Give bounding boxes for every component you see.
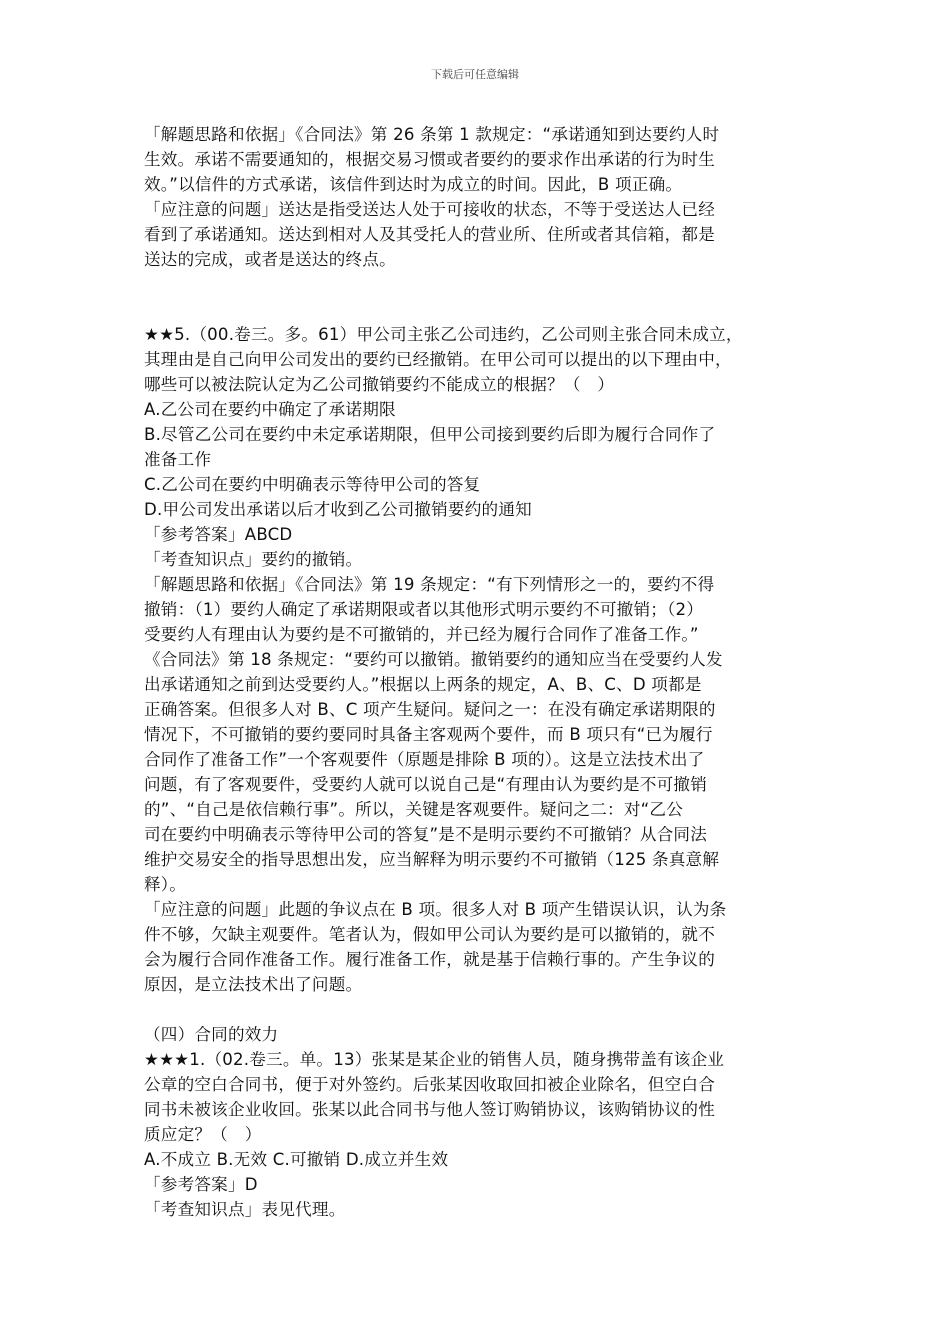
- option-line: A.不成立 B.无效 C.可撤销 D.成立并生效: [144, 1150, 449, 1169]
- text-line: 撤销：（1）要约人确定了承诺期限或者以其他形式明示要约不可撤销；（2）: [144, 600, 704, 619]
- text-line: 的”、“自己是依信赖行事”。所以，关键是客观要件。疑问之二：对“乙公: [144, 800, 683, 819]
- text-line: 释）。: [144, 875, 187, 894]
- page-header: 下载后可任意编辑: [431, 68, 519, 81]
- text-line: 「解题思路和依据」《合同法》第 19 条规定：“有下列情形之一的，要约不得: [144, 575, 715, 594]
- paragraph-spacer: [144, 297, 816, 322]
- question-line: ★★★1.（02.卷三。单。13）张某是某企业的销售人员，随身携带盖有该企业: [144, 1050, 725, 1069]
- text-block-2: [144, 322, 816, 997]
- option-line: D.甲公司发出承诺以后才收到乙公司撤销要约的通知: [144, 500, 532, 519]
- text-line: 原因，是立法技术出了问题。: [144, 975, 363, 994]
- text-block-1: [144, 122, 816, 272]
- text-line: 「应注意的问题」送达是指受送达人处于可接收的状态，不等于受送达人已经: [144, 200, 715, 219]
- document-body: [144, 122, 816, 1222]
- text-line: 出承诺通知之前到达受要约人。”根据以上两条的规定，A、B、C、D 项都是: [144, 675, 702, 694]
- question-line: ★★5.（00.卷三。多。61）甲公司主张乙公司违约，乙公司则主张合同未成立，: [144, 325, 743, 344]
- text-line: 《合同法》第 18 条规定：“要约可以撤销。撤销要约的通知应当在受要约人发: [144, 650, 723, 669]
- question-line: 同书未被该企业收回。张某以此合同书与他人签订购销协议，该购销协议的性: [144, 1100, 715, 1119]
- text-block-3: [144, 1022, 816, 1222]
- text-line: 受要约人有理由认为要约是不可撤销的，并已经为履行合同作了准备工作。”: [144, 625, 699, 644]
- text-line: 「解题思路和依据」《合同法》第 26 条第 1 款规定：“承诺通知到达要约人时: [144, 125, 720, 144]
- paragraph-spacer: [144, 997, 816, 1022]
- paragraph-spacer: [144, 272, 816, 297]
- text-line: 正确答案。但很多人对 B、C 项产生疑问。疑问之一：在没有确定承诺期限的: [144, 700, 716, 719]
- text-line: 问题，有了客观要件，受要约人就可以说自己是“有理由认为要约是不可撤销: [144, 775, 707, 794]
- option-line: A.乙公司在要约中确定了承诺期限: [144, 400, 396, 419]
- text-line: 件不够，欠缺主观要件。笔者认为，假如甲公司认为要约是可以撤销的，就不: [144, 925, 715, 944]
- text-line: 「考查知识点」表见代理。: [144, 1200, 346, 1219]
- text-line: 「考查知识点」要约的撤销。: [144, 550, 363, 569]
- option-line: 准备工作: [144, 450, 212, 469]
- answer-line: 「参考答案」D: [144, 1175, 258, 1194]
- text-line: 会为履行合同作准备工作。履行准备工作，就是基于信赖行事的。产生争议的: [144, 950, 715, 969]
- answer-line: 「参考答案」ABCD: [144, 525, 293, 544]
- section-heading: （四）合同的效力: [144, 1025, 279, 1044]
- text-line: 看到了承诺通知。送达到相对人及其受托人的营业所、住所或者其信箱，都是: [144, 225, 715, 244]
- option-line: B.尽管乙公司在要约中未定承诺期限，但甲公司接到要约后即为履行合同作了: [144, 425, 716, 444]
- question-line: 质应定？（ ）: [144, 1125, 262, 1144]
- question-line: 公章的空白合同书，便于对外签约。后张某因收取回扣被企业除名，但空白合: [144, 1075, 715, 1094]
- text-line: 生效。承诺不需要通知的，根据交易习惯或者要约的要求作出承诺的行为时生: [144, 150, 715, 169]
- option-line: C.乙公司在要约中明确表示等待甲公司的答复: [144, 475, 481, 494]
- text-line: 「应注意的问题」此题的争议点在 B 项。很多人对 B 项产生错误认识，认为条: [144, 900, 727, 919]
- text-line: 维护交易安全的指导思想出发，应当解释为明示要约不可撤销（125 条真意解: [144, 850, 720, 869]
- text-line: 司在要约中明确表示等待甲公司的答复”是不是明示要约不可撤销？从合同法: [144, 825, 707, 844]
- question-line: 其理由是自己向甲公司发出的要约已经撤销。在甲公司可以提出的以下理由中，: [144, 350, 732, 369]
- text-line: 合同作了准备工作”一个客观要件（原题是排除 B 项的）。这是立法技术出了: [144, 750, 705, 769]
- text-line: 送达的完成，或者是送达的终点。: [144, 250, 396, 269]
- question-line: 哪些可以被法院认定为乙公司撤销要约不能成立的根据？（ ）: [144, 375, 615, 394]
- text-line: 效。”以信件的方式承诺，该信件到达时为成立的时间。因此，B 项正确。: [144, 175, 683, 194]
- text-line: 情况下，不可撤销的要约要同时具备主客观两个要件，而 B 项只有“已为履行: [144, 725, 713, 744]
